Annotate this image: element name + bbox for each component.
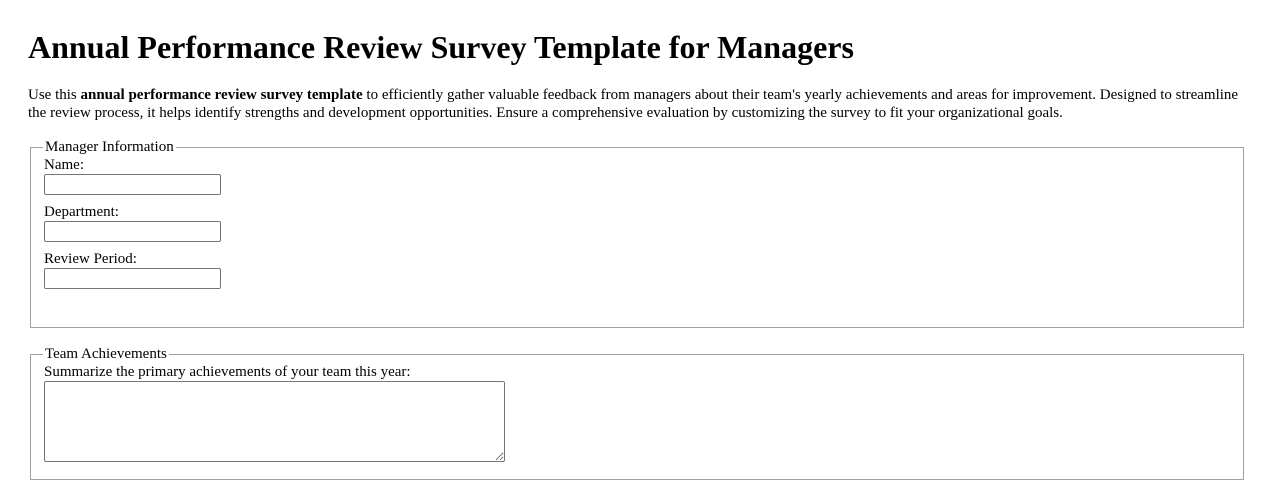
review-period-field-group	[44, 250, 1231, 289]
page-title: Annual Performance Review Survey Template for Managers	[28, 29, 854, 65]
review-period-input[interactable]	[44, 268, 221, 289]
review-period-label: Review Period:	[44, 251, 137, 267]
name-label: Name:	[44, 157, 84, 173]
achievements-summary-textarea[interactable]	[44, 381, 505, 462]
intro-text-before: Use this	[28, 87, 81, 103]
team-achievements-legend: Team Achievements	[45, 346, 167, 362]
department-field-group	[44, 203, 1231, 242]
team-achievements-fieldset	[30, 345, 1244, 480]
department-label: Department:	[44, 204, 119, 220]
intro-text-bold: annual performance review survey template	[80, 87, 363, 103]
manager-information-legend: Manager Information	[45, 139, 174, 155]
intro-text-after: to efficiently gather valuable feedback from managers about their team's yearly achievements and areas for improvement. Designed to streamline the review process, it helps identify strengths and development opportunities. Ensure a comprehensive evaluation by customizing the survey to fit your organizational goals.	[28, 87, 1239, 121]
intro-paragraph	[28, 86, 1250, 122]
name-field-group	[44, 156, 1231, 195]
manager-information-fieldset	[30, 138, 1244, 328]
department-input[interactable]	[44, 221, 221, 242]
achievements-summary-label: Summarize the primary achievements of your team this year:	[44, 364, 411, 380]
name-input[interactable]	[44, 174, 221, 195]
